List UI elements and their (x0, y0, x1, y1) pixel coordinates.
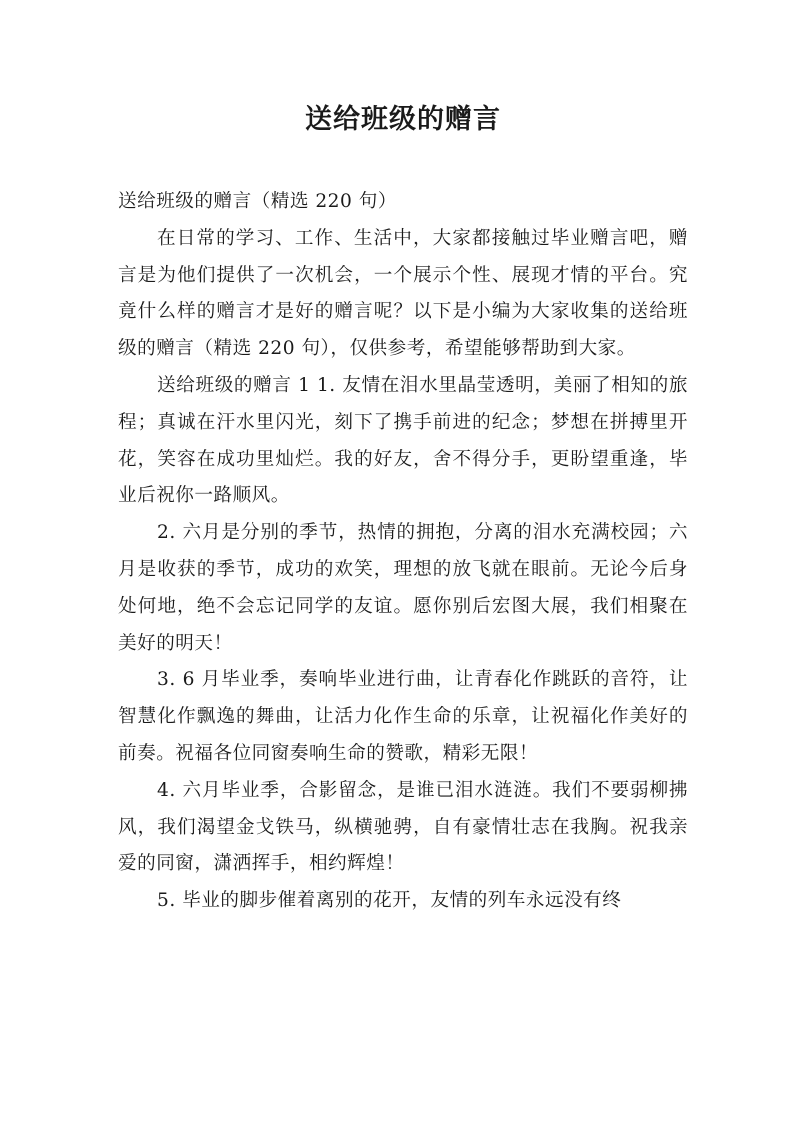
intro-paragraph: 在日常的学习、工作、生活中，大家都接触过毕业赠言吧，赠言是为他们提供了一次机会，一个展示个性、展现才情的平台。究竟什么样的赠言才是好的赠言呢？以下是小编为大家收集的送给班级的赠言（精选 220 句），仅供参考，希望能够帮助到大家。 (118, 227, 688, 360)
item-paragraph-3: 3. 6 月毕业季，奏响毕业进行曲，让青春化作跳跃的音符，让智慧化作飘逸的舞曲，让活力化作生命的乐章，让祝福化作美好的前奏。祝福各位同窗奏响生命的赞歌，精彩无限！ (118, 669, 688, 764)
page-title: 送给班级的赠言 (305, 104, 501, 135)
document-body (118, 184, 688, 920)
item-paragraph-1 (118, 368, 688, 515)
document-subtitle: 送给班级的赠言（精选 220 句） (118, 191, 397, 212)
item-paragraph-4: 4. 六月毕业季，合影留念，是谁已泪水涟涟。我们不要弱柳拂风，我们渴望金戈铁马，纵横驰骋，自有豪情壮志在我胸。祝我亲爱的同窗，潇洒挥手，相约辉煌！ (118, 779, 688, 875)
section-title: 送给班级的赠言 1 (157, 374, 311, 396)
item-paragraph-2: 2. 六月是分别的季节，热情的拥抱，分离的泪水充满校园；六月是收获的季节，成功的欢笑，理想的放飞就在眼前。无论今后身处何地，绝不会忘记同学的友谊。愿你别后宏图大展，我们相聚在美好的明天！ (118, 522, 688, 654)
item-text: 1. 友情在泪水里晶莹透明，美丽了相知的旅程；真诚在汗水里闪光，刻下了携手前进的纪念；梦想在拼搏里开花，笑容在成功里灿烂。我的好友，舍不得分手，更盼望重逢，毕业后祝你一路顺风。 (118, 374, 688, 507)
item-paragraph-5: 5. 毕业的脚步催着离别的花开，友情的列车永远没有终 (157, 890, 622, 912)
